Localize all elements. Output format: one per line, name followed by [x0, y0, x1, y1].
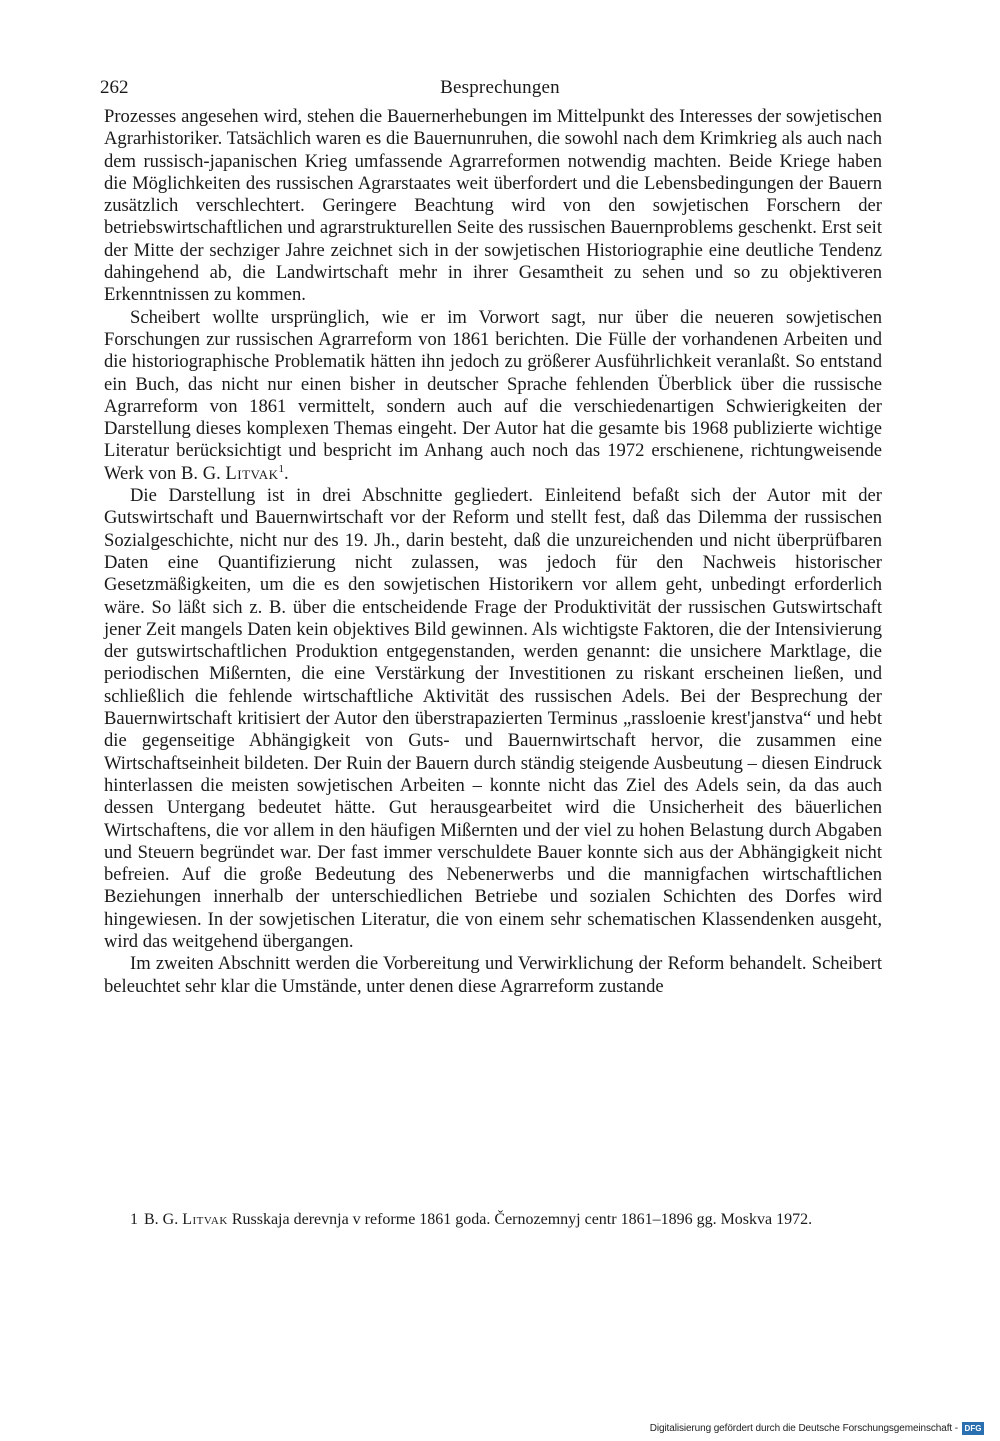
footnotes: [104, 1210, 882, 1231]
paragraph-1: Prozesses angesehen wird, stehen die Bauernerhebungen im Mittelpunkt des Interesses der sowjetischen Agrarhistoriker. Tatsächlich waren es die Bauernunruhen, die sowohl nach dem Krimkrieg als auch nach dem russisch-japanischen Krieg umfassende Agrarreformen notwendig machten. Beide Kriege haben die Möglichkeiten des russischen Agrarstaates weit überfordert und die Lebensbedingungen der Bauern zusätzlich verschlechtert. Geringere Beachtung wird von den sowjetischen Forschern der betriebswirtschaftlichen und agrarstrukturellen Seite des russischen Bauernproblems geschenkt. Erst seit der Mitte der sechziger Jahre zeichnet sich in der sowjetischen Historiographie eine deutliche Tendenz dahingehend ab, die Landwirtschaft mehr in ihrer Gesamtheit zu sehen und so zu objektiveren Erkenntnissen zu kommen.: [104, 106, 882, 306]
credit-text: Digitalisierung gefördert durch die Deutsche Forschungsgemeinschaft -: [649, 1422, 958, 1434]
footnote-text: Russkaja derevnja v reforme 1861 goda. Černozemnyj centr 1861–1896 gg. Moskva 1972.: [231, 1211, 813, 1228]
paragraph-2-text: Scheibert wollte ursprünglich, wie er im Vorwort sagt, nur über die neueren sowjetischen Forschungen zur russischen Agrarreform von 1861 berichten. Die Fülle der vorhandenen Arbeiten und die historiographische Problematik hätten ihn jedoch zu größerer Ausführlichkeit veranlaßt. So entstand ein Buch, das nicht nur einen bisher in deutscher Sprache fehlenden Überblick über die russische Agrarreform von 1861 vermittelt, sondern auch auf die verschiedenartigen Schwierigkeiten der Darstellung dieses komplexen Themas eingeht. Der Autor hat die gesamte bis 1968 publizierte wichtige Literatur berücksichtigt und bespricht im Anhang auch noch das 1972 erschienene, richtungweisende Werk von B. G.: [104, 306, 882, 484]
paragraph-4: Im zweiten Abschnitt werden die Vorbereitung und Verwirklichung der Reform behandelt. Scheibert beleuchtet sehr klar die Umstände, unter denen diese Agrarreform zustande: [104, 953, 882, 997]
author-name: Litvak: [225, 462, 279, 484]
digitization-credit: [650, 1421, 984, 1435]
body-text: [104, 106, 882, 998]
paragraph-2-end: .: [284, 462, 289, 484]
dfg-logo-icon: DFG: [962, 1422, 984, 1435]
footnote-ref[interactable]: 1: [278, 462, 285, 475]
footnote-mark: 1: [130, 1211, 138, 1228]
footnote-1: [104, 1210, 882, 1231]
running-head: Besprechungen: [440, 77, 560, 98]
footnote-prefix: B. G.: [144, 1211, 179, 1228]
footnote-author: Litvak: [182, 1211, 228, 1228]
paragraph-2: [104, 307, 882, 485]
page-number: 262: [100, 77, 129, 98]
paragraph-3: Die Darstellung ist in drei Abschnitte gegliedert. Einleitend befaßt sich der Autor mit der Gutswirtschaft und Bauernwirtschaft vor der Reform und stellt fest, daß das Dilemma der russischen Sozialgeschichte, nicht nur des 19. Jh., darin besteht, daß die unzureichenden und nicht überprüfbaren Daten eine Quantifizierung nicht zulassen, was jedoch für den Nachweis historischer Gesetzmäßigkeiten, um die es den sowjetischen Historikern vor allem geht, unbedingt erforderlich wäre. So läßt sich z. B. über die entscheidende Frage der Produktivität der russischen Gutswirtschaft jener Zeit mangels Daten kein objektives Bild gewinnen. Als wichtigste Faktoren, die der Intensivierung der gutswirtschaftlichen Produktion entgegenstanden, werden genannt: die unsichere Marktlage, die periodischen Mißernten, die eine Verstärkung der Investitionen zu riskant erscheinen ließen, und schließlich die fehlende wirtschaftliche Aktivität des russischen Adels. Bei der Besprechung der Bauernwirtschaft kritisiert der Autor den überstrapazierten Terminus „rassloenie krest'janstva“ und hebt die gegenseitige Abhängigkeit von Guts- und Bauernwirtschaft hervor, die zusammen eine Wirtschaftseinheit bildeten. Der Ruin der Bauern durch ständig steigende Ausbeutung – diesen Eindruck hinterlassen die meisten sowjetischen Arbeiten – konnte nicht das Ziel des Adels sein, da das auch dessen Untergang bedeutet hätte. Gut herausgearbeitet wird die Unsicherheit des bäuerlichen Wirtschaftens, die vor allem in den häufigen Mißernten und der viel zu hohen Belastung durch Abgaben und Steuern begründet war. Der fast immer verschuldete Bauer konnte sich aus der Abhängigkeit nicht befreien. Auf die große Bedeutung des Nebenerwerbs und die mannigfachen wirtschaftlichen Beziehungen innerhalb der unterschiedlichen Betriebe und sozialen Schichten des Dorfes wird hingewiesen. In der sowjetischen Literatur, die von einem sehr schematischen Klassendenken ausgeht, wird das weitgehend übergangen.: [104, 485, 882, 952]
